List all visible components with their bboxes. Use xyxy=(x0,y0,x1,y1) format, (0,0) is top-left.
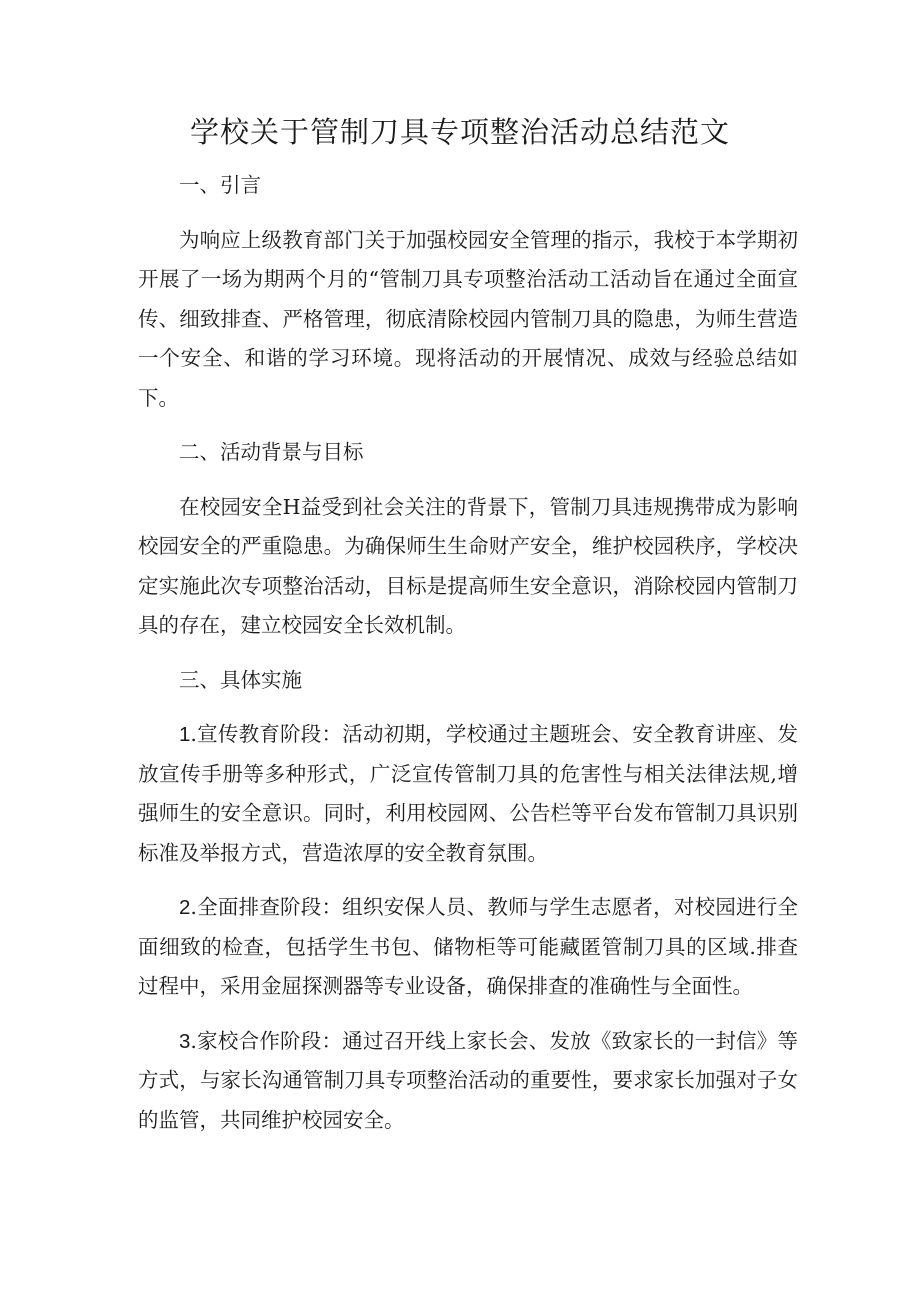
document-body xyxy=(138,166,798,1155)
list-item-text: .全面排查阶段：组织安保人员、教师与学生志愿者，对校园进行全面细致的检查，包括学生书包、储物柜等可能藏匿管制刀具的区域.排查过程中，采用金屈探测器等专业设备，确保排查的准确性与全面性。 xyxy=(138,895,798,998)
section-paragraph-introduction: 为响应上级教育部门关于加强校园安全管理的指示，我校于本学期初开展了一场为期两个月的“管制刀具专项整治活动工活动旨在通过全面宣传、细致排查、严格管理，彻底清除校园内管制刀具的隐患，为师生营造一个安全、和谐的学习环境。现将活动的开展情况、成效与经验总结如下。 xyxy=(138,227,798,410)
document-title: 学校关于管制刀具专项整治活动总结范文 xyxy=(189,115,730,149)
section-heading-background: 二、活动背景与目标 xyxy=(179,440,364,464)
list-item-text: .家校合作阶段：通过召开线上家长会、发放《致家长的一封信》等方式，与家长沟通管制刀具专项整治活动的重要性，要求家长加强对子女的监管，共同维护校园安全。 xyxy=(138,1028,798,1132)
list-item-text: .宣传教育阶段：活动初期，学校通过主题班会、安全教育讲座、发放宣传手册等多种形式，广泛宣传管制刀具的危害性与相关法律法规,增强师生的安全意识。同时，利用校园网、公告栏等平台发布管制刀具识别标准及举报方式，营造浓厚的安全教育氛围。 xyxy=(138,722,798,865)
list-item-home-school xyxy=(138,1022,798,1141)
list-item-number: 3 xyxy=(179,1029,191,1053)
list-item-inspection xyxy=(138,888,798,1007)
list-item-number: 1 xyxy=(179,723,191,746)
section-heading-implementation: 三、具体实施 xyxy=(179,667,302,692)
list-item-number: 2 xyxy=(179,896,191,919)
list-item-publicity xyxy=(138,715,798,873)
section-heading-introduction: 一、引言 xyxy=(179,173,261,197)
section-paragraph-background: 在校园安全H益受到社会关注的背景下，管制刀具违规携带成为影响校园安全的严重隐患。为确保师生生命财产安全，维护校园秩序，学校决定实施此次专项整治活动，目标是提高师生安全意识，消除校园内管制刀具的存在，建立校园安全长效机制。 xyxy=(138,494,798,637)
